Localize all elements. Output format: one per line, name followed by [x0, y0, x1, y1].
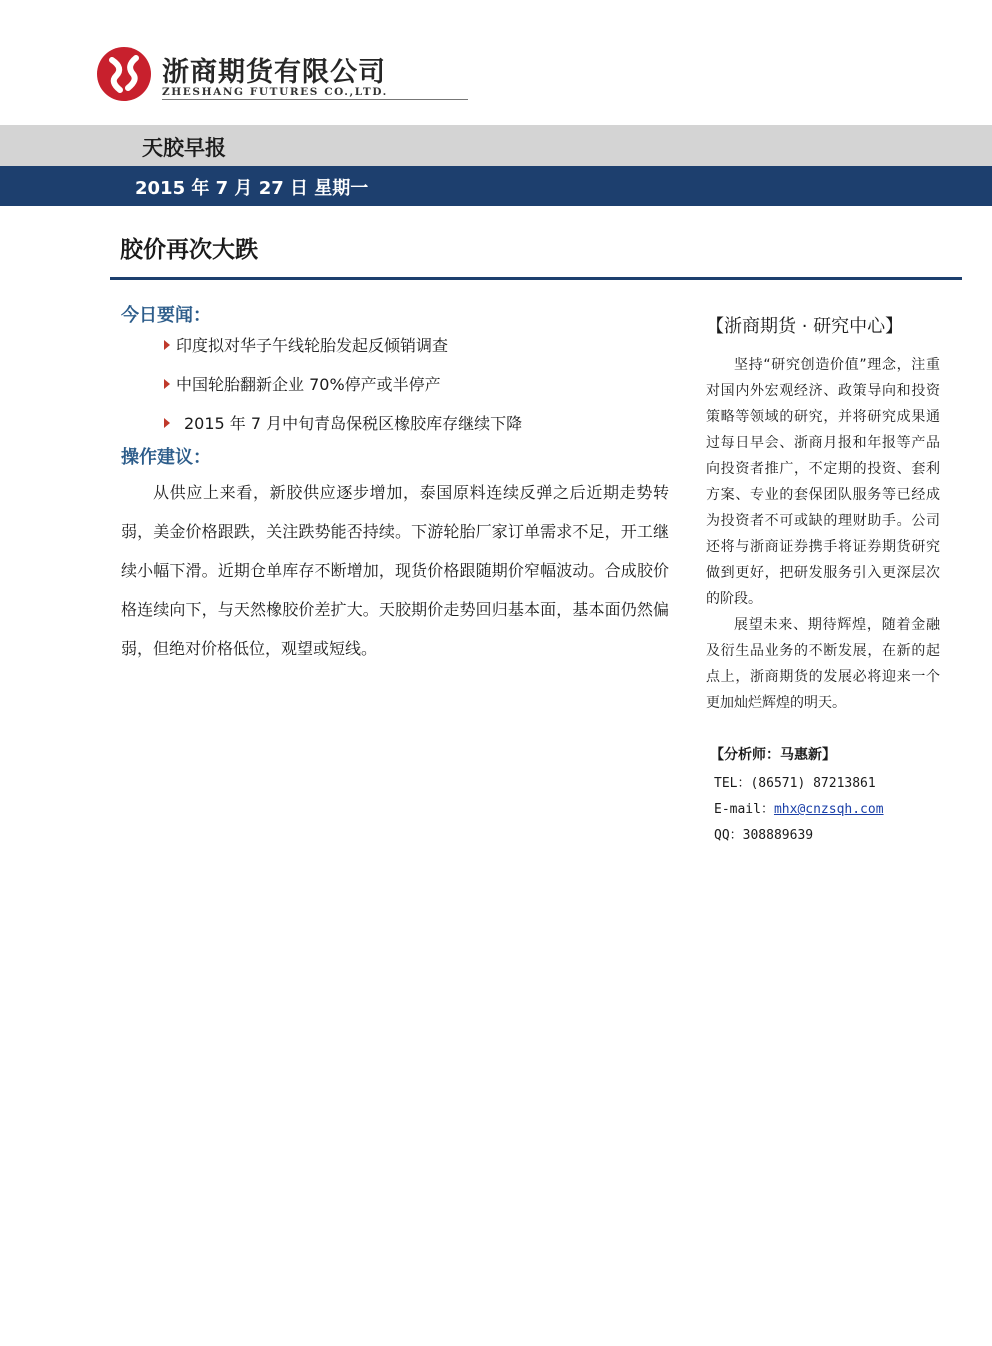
news-item-text: 2015 年 7 月中旬青岛保税区橡胶库存继续下降 — [184, 414, 523, 433]
analyst-email-row — [710, 798, 950, 824]
company-name-cn: 浙商期货有限公司 — [162, 57, 386, 88]
report-title-band — [0, 125, 992, 166]
news-item — [160, 333, 680, 372]
company-logo-icon — [96, 46, 152, 102]
news-item-text: 印度拟对华子午线轮胎发起反倾销调查 — [176, 336, 449, 355]
analyst-qq: QQ：308889639 — [714, 828, 814, 843]
sidebar-paragraph-1: 坚持“研究创造价值”理念，注重对国内外宏观经济、政策导向和投资策略等领域的研究，并将研究成果通过每日早会、浙商月报和年报等产品向投资者推广，不定期的投资、套利方案、专业的套保团队服务等已经成为投资者不可或缺的理财助手。公司还将与浙商证券携手将证券期货研究做到更好，把研发服务引入更深层次的阶段。 — [706, 357, 940, 607]
headline: 胶价再次大跌 — [120, 237, 258, 263]
bullet-arrow-icon — [164, 418, 170, 428]
news-label: 今日要闻： — [121, 305, 211, 326]
bullet-arrow-icon — [164, 340, 170, 350]
research-center-sidebar — [706, 312, 940, 716]
email-link[interactable]: mhx@cnzsqh.com — [773, 802, 884, 817]
bullet-arrow-icon — [164, 379, 170, 389]
report-date-band — [0, 166, 992, 206]
advice-paragraph: 从供应上来看，新胶供应逐步增加，泰国原料连续反弹之后近期走势转弱，美金价格跟跌，关注跌势能否持续。下游轮胎厂家订单需求不足，开工继续小幅下滑。近期仓单库存不断增加，现货价格跟随期价窄幅波动。合成胶价格连续向下，与天然橡胶价差扩大。天胶期价走势回归基本面，基本面仍然偏弱，但绝对价格低位，观望或短线。 — [121, 483, 669, 658]
sidebar-paragraph-2: 展望未来、期待辉煌，随着金融及衍生品业务的不断发展，在新的起点上，浙商期货的发展必将迎来一个更加灿烂辉煌的明天。 — [706, 617, 940, 711]
advice-label: 操作建议： — [121, 447, 211, 468]
analyst-tel: TEL：(86571) 87213861 — [714, 776, 876, 791]
analyst-title: 【分析师：马惠新】 — [710, 747, 836, 763]
news-item-text: 中国轮胎翻新企业 70%停产或半停产 — [176, 375, 441, 394]
company-name-en: ZHESHANG FUTURES CO.,LTD. — [162, 86, 388, 98]
email-label: E-mail： — [714, 802, 774, 817]
news-item — [160, 372, 680, 411]
logo-divider — [162, 99, 468, 100]
report-title: 天胶早报 — [142, 136, 226, 160]
news-list — [160, 333, 680, 450]
sidebar-title: 【浙商期货 · 研究中心】 — [706, 316, 904, 337]
analyst-contact — [710, 744, 950, 850]
news-item — [160, 411, 680, 450]
headline-divider — [110, 277, 962, 280]
report-date: 2015 年 7 月 27 日 星期一 — [135, 178, 369, 199]
